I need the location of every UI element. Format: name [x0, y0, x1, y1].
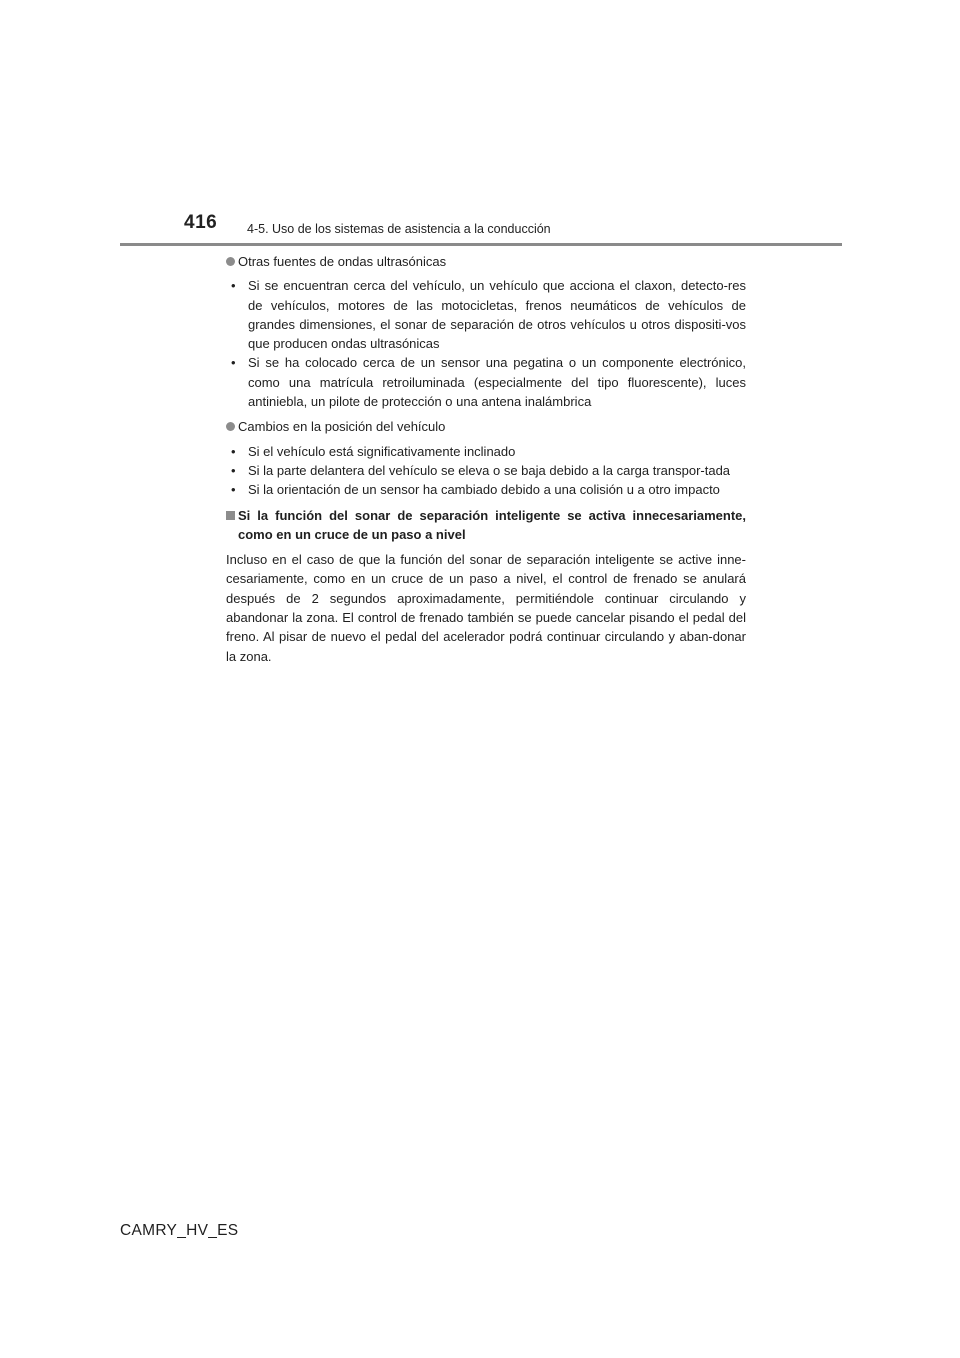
circle-bullet-icon [226, 422, 235, 431]
content [226, 252, 746, 666]
list-item [226, 276, 746, 353]
list-item-text: Si se ha colocado cerca de un sensor una pegatina o un componente electrónico, como una matrícula retroiluminada (especialmente del tipo fluorescente), luces antiniebla, un pilote de protección o una antena inalámbrica [248, 355, 746, 410]
body-paragraph: Incluso en el caso de que la función del sonar de separación inteligente se active inne-cesariamente, como en un cruce de un paso a nivel, el control de frenado se anulará después de 2 segundos aproximadamente, permitiéndole continuar circulando y abandonar la zona. El control de frenado también se puede cancelar pisando el pedal del freno. Al pisar de nuevo el pedal del acelerador podrá continuar circulando y aban-donar la zona. [226, 552, 746, 664]
bullet-icon: • [231, 482, 236, 498]
header-rule [120, 243, 842, 246]
list-item [226, 442, 746, 461]
bullet-icon: • [231, 443, 236, 459]
bullet-icon: • [231, 355, 236, 371]
list-item-text: Si la orientación de un sensor ha cambiado debido a una colisión u a otro impacto [248, 482, 720, 498]
bullet-list [226, 276, 746, 411]
circle-heading-text: Otras fuentes de ondas ultrasónicas [238, 254, 447, 269]
bullet-icon: • [231, 462, 236, 478]
list-item [226, 480, 746, 499]
section-title: 4-5. Uso de los sistemas de asistencia a la conducción [247, 222, 551, 236]
list-item [226, 353, 746, 411]
square-bullet-icon [226, 511, 235, 520]
footer-model: CAMRY_HV_ES [120, 1222, 239, 1239]
page-number: 416 [184, 212, 218, 233]
circle-heading [226, 417, 746, 436]
bullet-list [226, 442, 746, 500]
circle-bullet-icon [226, 257, 235, 266]
square-heading-text: Si la función del sonar de separación inteligente se activa innecesariamente, como en un cruce de un paso a nivel [238, 507, 746, 542]
circle-heading [226, 252, 746, 271]
circle-heading-text: Cambios en la posición del vehículo [238, 419, 446, 435]
list-item-text: Si la parte delantera del vehículo se eleva o se baja debido a la carga transpor-tada [248, 462, 731, 478]
list-item-text: Si el vehículo está significativamente inclinado [248, 443, 516, 459]
bullet-icon: • [231, 278, 236, 294]
list-item [226, 461, 746, 480]
square-heading [226, 506, 746, 545]
list-item-text: Si se encuentran cerca del vehículo, un vehículo que acciona el claxon, detecto-res de vehículos, motores de las motocicletas, frenos neumáticos de vehículos de grandes dimensiones, el sonar de separación de otros vehículos u otros dispositi-vos que producen ondas ultrasónicas [248, 278, 746, 352]
